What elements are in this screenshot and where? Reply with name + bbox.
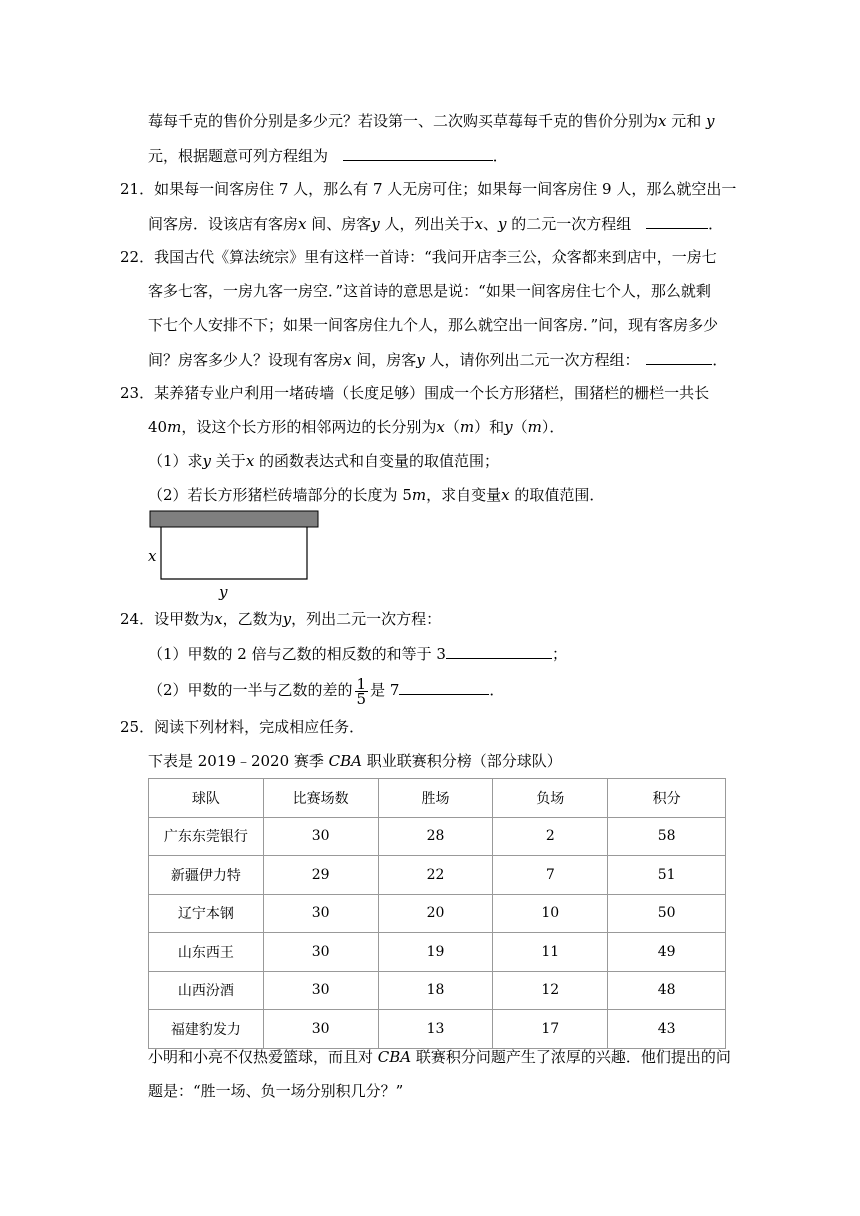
cell-wins: 18 — [378, 971, 493, 1010]
cell-team: 广东东莞银行 — [149, 817, 264, 856]
brick-wall — [150, 511, 318, 527]
q23-line-2: 40m，设这个长方形的相邻两边的长分别为x（m）和y（m）． — [148, 418, 565, 436]
q25-after-line-1: 小明和小亮不仅热爱篮球，而且对 CBA 联赛积分问题产生了浓厚的兴趣．他们提出的问 — [148, 1048, 731, 1066]
side-label-x: x — [148, 547, 157, 565]
table-row — [149, 856, 726, 895]
header-team: 球队 — [149, 779, 264, 818]
question-number: 23． — [120, 384, 155, 402]
question-number: 21． — [120, 180, 155, 198]
cell-team: 辽宁本钢 — [149, 894, 264, 933]
q23-sub-2: （2）若长方形猪栏砖墙部分的长度为 5m，求自变量x 的取值范围． — [148, 486, 605, 504]
q23-sub-1: （1）求y 关于x 的函数表达式和自变量的取值范围； — [148, 452, 500, 470]
table-row — [149, 1010, 726, 1049]
cell-team: 福建豹发力 — [149, 1010, 264, 1049]
cell-team: 新疆伊力特 — [149, 856, 264, 895]
fence-outline — [161, 527, 307, 579]
cell-games: 30 — [263, 1010, 378, 1049]
table-row — [149, 933, 726, 972]
answer-blank[interactable] — [399, 678, 489, 695]
fraction-one-fifth: $\frac{1}{5}$ — [356, 674, 367, 708]
cell-games: 30 — [263, 971, 378, 1010]
cell-wins: 28 — [378, 817, 493, 856]
q20-line-1: 莓每千克的售价分别是多少元？若设第一、二次购买草莓每千克的售价分别为x 元和 y — [148, 112, 715, 130]
header-wins: 胜场 — [378, 779, 493, 818]
side-label-y: y — [219, 583, 228, 601]
q23-line-1: 23．某养猪专业户利用一堵砖墙（长度足够）围成一个长方形猪栏，围猪栏的栅栏一共长 — [120, 384, 710, 402]
question-number: 25． — [120, 718, 155, 736]
cell-team: 山东西王 — [149, 933, 264, 972]
table-row — [149, 894, 726, 933]
q25-line-1: 25．阅读下列材料，完成相应任务． — [120, 718, 365, 736]
cell-wins: 22 — [378, 856, 493, 895]
cell-losses: 10 — [493, 894, 608, 933]
cell-games: 30 — [263, 817, 378, 856]
q24-sub-2: （2）甲数的一半与乙数的差的 $\frac{1}{5}$ 是 7 ． — [148, 674, 505, 708]
q24-sub-1: （1）甲数的 2 倍与乙数的相反数的和等于 3 ； — [148, 642, 567, 665]
q22-line-4: 间？房客多少人？设现有客房x 间，房客y 人，请你列出二元一次方程组： ． — [148, 348, 727, 371]
q22-line-1: 22．我国古代《算法统宗》里有这样一首诗：“我问开店李三公，众客都来到店中，一房七 — [120, 248, 717, 266]
answer-blank[interactable] — [646, 348, 712, 365]
q24-line-1: 24．设甲数为x，乙数为y，列出二元一次方程： — [120, 610, 442, 628]
answer-blank[interactable] — [446, 642, 552, 659]
cba-standings-table — [148, 778, 726, 1049]
table-row — [149, 971, 726, 1010]
cell-games: 30 — [263, 894, 378, 933]
q20-line-2: 元，根据题意可列方程组为 ． — [148, 144, 508, 167]
cell-points: 48 — [608, 971, 726, 1010]
pigpen-figure — [140, 506, 330, 602]
question-number: 22． — [120, 248, 155, 266]
header-points: 积分 — [608, 779, 726, 818]
cell-games: 30 — [263, 933, 378, 972]
cell-games: 29 — [263, 856, 378, 895]
header-games: 比赛场数 — [263, 779, 378, 818]
answer-blank[interactable] — [343, 144, 493, 161]
cell-points: 51 — [608, 856, 726, 895]
table-caption: 下表是 2019﹣2020 赛季 CBA 职业联赛积分榜（部分球队） — [148, 752, 562, 770]
cell-losses: 11 — [493, 933, 608, 972]
q21-line-2: 间客房．设该店有客房x 间、房客y 人，列出关于x、y 的二元一次方程组 ． — [148, 212, 723, 235]
answer-blank[interactable] — [646, 212, 708, 229]
cell-points: 50 — [608, 894, 726, 933]
cell-wins: 20 — [378, 894, 493, 933]
cell-wins: 13 — [378, 1010, 493, 1049]
q21-line-1: 21．如果每一间客房住 7 人，那么有 7 人无房可住；如果每一间客房住 9 人，那么就空出一 — [120, 180, 737, 198]
table-header-row — [149, 779, 726, 818]
pigpen-diagram — [140, 506, 330, 602]
header-losses: 负场 — [493, 779, 608, 818]
cell-points: 43 — [608, 1010, 726, 1049]
q22-line-2: 客多七客，一房九客一房空．”这首诗的意思是说：“如果一间客房住七个人，那么就剩 — [148, 282, 711, 300]
table-row — [149, 817, 726, 856]
cell-losses: 17 — [493, 1010, 608, 1049]
q22-line-3: 下七个人安排不下；如果一间客房住九个人，那么就空出一间客房．”问，现有客房多少 — [148, 316, 719, 334]
cell-points: 49 — [608, 933, 726, 972]
question-number: 24． — [120, 610, 155, 628]
cell-losses: 2 — [493, 817, 608, 856]
cell-losses: 12 — [493, 971, 608, 1010]
cell-losses: 7 — [493, 856, 608, 895]
cell-points: 58 — [608, 817, 726, 856]
cell-wins: 19 — [378, 933, 493, 972]
q25-after-line-2: 题是：“胜一场、负一场分别积几分？” — [148, 1082, 404, 1100]
cell-team: 山西汾酒 — [149, 971, 264, 1010]
